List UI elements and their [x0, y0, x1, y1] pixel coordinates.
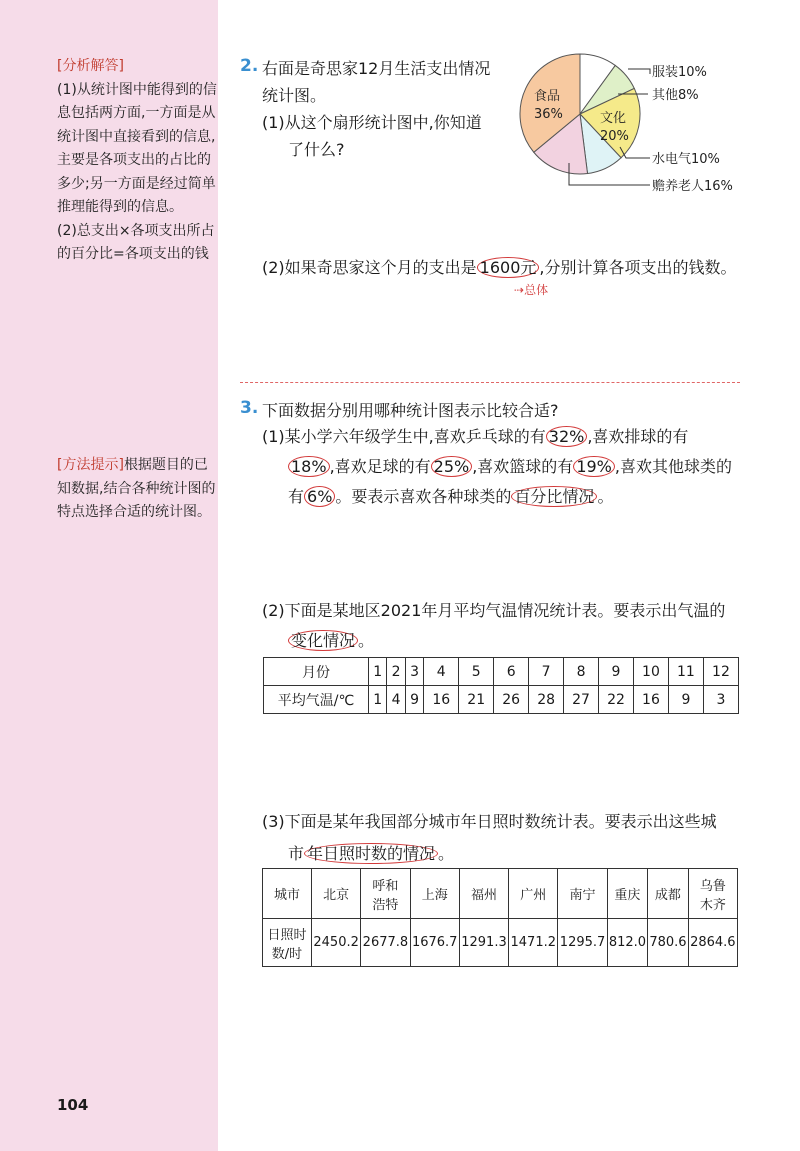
city-name-line: 上海 — [421, 888, 448, 903]
page-number: 104 — [57, 1096, 89, 1114]
q3-number: 3. — [240, 398, 259, 418]
city-cell — [509, 869, 558, 919]
sun-table-header-row — [263, 869, 738, 919]
circled-25: 25% — [431, 456, 473, 477]
temp-cell: 9 — [405, 686, 423, 714]
q2-sub2 — [262, 254, 737, 281]
pie-label-elderly: 赡养老人16% — [652, 179, 733, 194]
temp-cell: 27 — [564, 686, 599, 714]
q3-s3-a: (3)下面是某年我国部分城市年日照时数统计表。要表示出这些城 — [262, 812, 717, 831]
temp-cell: 26 — [494, 686, 529, 714]
analysis-point-2: (2)总支出×各项支出所占的百分比=各项支出的钱 — [57, 222, 215, 262]
city-name-line: 南宁 — [569, 888, 596, 903]
q2-total-circled: 1600元 — [477, 257, 540, 278]
month-cell: 1 — [369, 658, 387, 686]
city-name-line: 广州 — [520, 888, 547, 903]
city-cell — [361, 869, 410, 919]
pie-label-food-name: 食品 — [534, 89, 561, 104]
sunshine-value-cell: 1295.7 — [558, 919, 607, 967]
circled-percentage: 百分比情况 — [511, 486, 597, 507]
month-cell: 10 — [633, 658, 668, 686]
circled-18: 18% — [288, 456, 330, 477]
section-divider — [240, 382, 740, 383]
method-text: 根据题目的已知数据,结合各种统计图的特点选择合适的统计图。 — [57, 457, 216, 520]
pie-label-culture-pct: 20% — [600, 129, 629, 144]
pie-label-culture-name: 文化 — [600, 111, 627, 126]
q2-sub2-post: ,分别计算各项支出的钱数。 — [539, 258, 737, 277]
pie-label-food-pct: 36% — [534, 107, 563, 122]
analysis-tag: [分析解答] — [57, 58, 124, 74]
city-name-line: 成都 — [654, 888, 681, 903]
sunshine-value-cell: 2677.8 — [361, 919, 410, 967]
temp-cell: 1 — [369, 686, 387, 714]
q3-s2-b: 。 — [358, 631, 375, 650]
sun-row-label-1: 日照时 — [267, 927, 307, 943]
sunshine-value-cell: 780.6 — [648, 919, 689, 967]
city-cell — [410, 869, 459, 919]
temp-table-value-row — [264, 686, 739, 714]
circled-change: 变化情况 — [288, 630, 358, 651]
temp-table-header-row — [264, 658, 739, 686]
q2-sub1-line1: (1)从这个扇形统计图中,你知道 — [262, 113, 482, 132]
circled-32: 32% — [546, 426, 588, 447]
month-cell: 11 — [668, 658, 703, 686]
q3-s2-a: (2)下面是某地区2021年月平均气温情况统计表。要表示出气温的 — [262, 601, 726, 620]
temp-cell: 28 — [529, 686, 564, 714]
temp-header-label: 月份 — [264, 658, 369, 686]
sunshine-value-cell: 1471.2 — [509, 919, 558, 967]
city-name-line: 浩特 — [372, 897, 399, 913]
sun-header-label: 城市 — [263, 869, 312, 919]
pie-label-other: 其他8% — [652, 88, 699, 103]
q2-sub1-line2: 了什么? — [288, 140, 345, 159]
q2-annotation: ⇢总体 — [514, 283, 549, 297]
analysis-note — [57, 55, 217, 267]
q2-sub2-pre: (2)如果奇思家这个月的支出是 — [262, 258, 477, 277]
analysis-point-1: (1)从统计图中能得到的信息包括两方面,一方面是从统计图中直接看到的信息,主要是各项支出的占比的多少;另一方面是经过简单推理能得到的信息。 — [57, 81, 217, 215]
sunshine-value-cell: 2864.6 — [688, 919, 737, 967]
q3-sub2 — [262, 596, 725, 656]
q3-s1-h: 。要表示喜欢各种球类的 — [335, 487, 512, 506]
q3-sub1 — [262, 422, 752, 512]
sun-table-value-row — [263, 919, 738, 967]
q3-s1-g: 有 — [288, 487, 305, 506]
month-cell: 8 — [564, 658, 599, 686]
q3-title: 下面数据分别用哪种统计图表示比较合适? — [262, 401, 559, 420]
city-cell — [607, 869, 648, 919]
sunshine-value-cell: 2450.2 — [312, 919, 361, 967]
temp-cell: 16 — [633, 686, 668, 714]
temp-row-label: 平均气温/℃ — [264, 686, 369, 714]
pie-label-clothing: 服装10% — [652, 65, 707, 80]
expense-pie-chart — [510, 50, 770, 210]
sunshine-table — [262, 868, 738, 967]
method-note — [57, 454, 217, 525]
sunshine-value-cell: 1676.7 — [410, 919, 459, 967]
sun-row-label-2: 数/时 — [271, 946, 303, 962]
month-cell: 12 — [703, 658, 738, 686]
q3-sub3 — [262, 806, 717, 870]
q2-number: 2. — [240, 56, 259, 76]
month-cell: 4 — [424, 658, 459, 686]
q2-line1: 右面是奇思家12月生活支出情况 — [262, 59, 491, 78]
q2-annotation-text: 总体 — [524, 283, 549, 297]
q3-s1-b: ,喜欢排球的有 — [587, 427, 689, 446]
city-cell — [459, 869, 508, 919]
month-cell: 3 — [405, 658, 423, 686]
city-cell — [688, 869, 737, 919]
city-name-line: 福州 — [470, 888, 497, 903]
temp-cell: 21 — [459, 686, 494, 714]
q3-s1-a: (1)某小学六年级学生中,喜欢乒乓球的有 — [262, 427, 546, 446]
city-name-line: 重庆 — [614, 888, 641, 903]
temp-cell: 3 — [703, 686, 738, 714]
sunshine-value-cell: 812.0 — [607, 919, 648, 967]
month-cell: 5 — [459, 658, 494, 686]
city-name-line: 呼和 — [372, 878, 399, 894]
temp-cell: 16 — [424, 686, 459, 714]
q3-s1-i: 。 — [597, 487, 614, 506]
circled-sunshine: 年日照时数的情况 — [304, 843, 438, 864]
pie-label-utilities: 水电气10% — [652, 152, 720, 167]
city-name-line: 木齐 — [699, 897, 726, 913]
city-cell — [648, 869, 689, 919]
q2-line2: 统计图。 — [262, 86, 327, 105]
circled-6: 6% — [304, 486, 335, 507]
sunshine-value-cell: 1291.3 — [459, 919, 508, 967]
method-tag: [方法提示] — [57, 457, 124, 473]
month-cell: 6 — [494, 658, 529, 686]
month-cell: 7 — [529, 658, 564, 686]
city-cell — [312, 869, 361, 919]
city-cell — [558, 869, 607, 919]
month-cell: 9 — [599, 658, 634, 686]
q3-s1-d: ,喜欢足球的有 — [329, 457, 431, 476]
leader-clothing — [628, 69, 650, 74]
circled-19: 19% — [573, 456, 615, 477]
temp-cell: 9 — [668, 686, 703, 714]
q2-sub1 — [262, 109, 482, 163]
q3-s3-b: 市 — [288, 844, 305, 863]
temp-cell: 22 — [599, 686, 634, 714]
city-name-line: 北京 — [323, 888, 350, 903]
month-cell: 2 — [387, 658, 405, 686]
q2-stem — [262, 55, 490, 109]
q3-s1-f: ,喜欢其他球类的 — [614, 457, 732, 476]
city-name-line: 乌鲁 — [699, 878, 726, 894]
q3-s3-d: 。 — [438, 844, 455, 863]
q3-s1-e: ,喜欢篮球的有 — [472, 457, 574, 476]
sun-row-label — [263, 919, 312, 967]
temperature-table — [263, 657, 739, 714]
temp-cell: 4 — [387, 686, 405, 714]
